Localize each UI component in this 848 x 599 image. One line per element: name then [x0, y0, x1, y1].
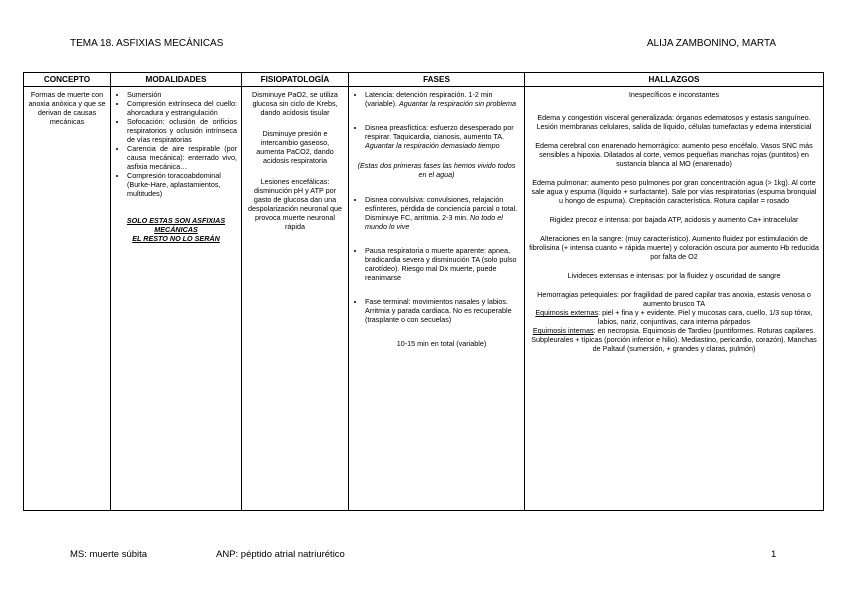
fase-pausa-respiratoria: Pausa respiratoria o muerte aparente: apnea, bradicardia severa y disminución TA (solo pulso carotídeo). Riesgo mal Dx muerte, puede reanimarse	[365, 246, 517, 282]
hallazgos-intro: Inespecíficos e inconstantes	[628, 90, 720, 99]
list-item: • Sofocación: oclusión de orificios respiratorios y oclusión intrínseca de vías respiratorias	[127, 117, 237, 144]
fase-terminal: Fase terminal: movimientos nasales y labios. Arritmia y parada cardiaca. No es recuperable (trasplante o con secuelas)	[365, 297, 512, 324]
author-name: ALIJA ZAMBONINO, MARTA	[646, 38, 776, 49]
modalidades-note	[115, 216, 237, 243]
note-line-2: EL RESTO NO LO SERÁN	[132, 234, 220, 243]
summary-table	[23, 72, 824, 511]
concepto-text: Formas de muerte con anoxia anóxica y que se derivan de causas mecánicas	[28, 90, 106, 126]
column-header-modalidades: MODALIDADES	[111, 73, 242, 87]
footer-ms: MS: muerte súbita	[70, 549, 148, 560]
column-header-fases: FASES	[349, 73, 525, 87]
column-header-concepto: CONCEPTO	[24, 73, 111, 87]
fase-latencia: Latencia: detención respiración. 1-2 min (variable).	[365, 90, 493, 108]
column-header-hallazgos: HALLAZGOS	[525, 73, 824, 87]
hallazgo-rigidez: Rigidez precoz e intensa: por bajada ATP, acidosis y aumento Ca+ intracelular	[549, 215, 799, 224]
list-item	[365, 123, 520, 150]
page-number: 1	[771, 549, 777, 560]
list-item: • Sumersión	[127, 90, 237, 99]
footer-anp: ANP: péptido atrial natriurético	[216, 549, 345, 560]
fase-disnea-preasfictica-note: Aguantar la respiración demasiado tiempo	[365, 141, 500, 150]
equimosis-internas-label: Equimosis internas	[532, 326, 594, 335]
hemorragias-text: Hemorragias petequiales: por fragilidad de pared capilar tras anoxia, estasis venosa o aumento brusco TA	[537, 290, 811, 308]
fisiopatologia-cell	[242, 87, 349, 511]
list-item	[365, 246, 520, 282]
hallazgo-edema-cerebral: Edema cerebral con enarenado hemorrágico: aumento peso encéfalo. Vasos SNC más sensibles a hipoxia. Dilatados al corte, vemos pequeñas manchas rojas (puntitos) en sustancia blanca al MO (enarenado)	[535, 141, 813, 168]
list-item	[365, 90, 520, 108]
fisio-paragraph-2: Disminuye presión e intercambio gaseoso, aumenta PaCO2, dando acidosis respiratoria	[256, 129, 334, 165]
document-title: TEMA 18. ASFIXIAS MECÁNICAS	[70, 38, 224, 49]
hallazgo-livideces: Livideces extensas e intensas: por la fluidez y oscuridad de sangre	[567, 271, 781, 280]
fisio-paragraph-1: Disminuye PaO2, se utiliza glucosa sin ciclo de Krebs, dando acidosis tisular	[252, 90, 338, 117]
fase-disnea-convulsiva: Disnea convulsiva: convulsiones, relajación esfínteres, pérdida de conciencia parcial o total. Disminuye FC, arritmia. 2-3 min.	[365, 195, 518, 222]
fases-cell	[349, 87, 525, 511]
fases-list-b	[353, 195, 520, 324]
fase-latencia-note: Aguantar la respiración sin problema	[398, 99, 517, 108]
list-item: • Compresión toracoabdominal	[127, 171, 237, 180]
column-header-fisiopatologia: FISIOPATOLOGÍA	[242, 73, 349, 87]
modalidades-subnote: (Burke-Hare, aplastamientos, multitudes)	[127, 180, 221, 198]
fases-total: 10-15 min en total (variable)	[396, 339, 487, 348]
hallazgo-hemorragias	[529, 290, 819, 353]
hallazgos-cell	[525, 87, 824, 511]
list-item	[365, 297, 520, 324]
hallazgo-edema-visceral: Edema y congestión visceral generalizada: órganos edematosos y estasis sanguíneo. Lesión membranas celulares, salida de líquido, células tumefactas y edema intersticial	[536, 113, 812, 131]
list-item: • Carencia de aire respirable (por causa mecánica): enterrado vivo, asfixia mecánica…	[127, 144, 237, 171]
hallazgo-edema-pulmonar: Edema pulmonar: aumento peso pulmones por gran concentración agua (> 1kg). Al corte sale agua y espuma (líquido + surfactante). Sale por vías respiratorias (espuma bronquial u hongo de espuma). Crepitación característica. Rotura capilar = rosado	[531, 178, 817, 205]
table-row	[24, 87, 824, 511]
modalidades-list	[115, 90, 237, 180]
equimosis-externas-label: Equimosis externas	[535, 308, 599, 317]
note-line-1: SOLO ESTAS SON ASFIXIAS MECÁNICAS	[126, 216, 226, 234]
concepto-cell	[24, 87, 111, 511]
equimosis-internas-text: : en necropsia. Equimosis de Tardieu (puntiformes. Roturas capilares. Subpleurales + típicas (porción inferior e hilio). Mediastino, pericardio, corazón). Manchas de Paltauf (sumersión, + grandes y claras, pulmón)	[531, 326, 817, 353]
fisio-paragraph-3: Lesiones encefálicas: disminución pH y ATP por gasto de glucosa dan una despolarización neuronal que provoca muerte neuronal rápida	[248, 177, 342, 231]
modalidades-cell	[111, 87, 242, 511]
fase-disnea-preasfictica: Disnea preasfíctica: esfuerzo desesperado por respirar. Taquicardia, cianosis, aumento TA.	[365, 123, 514, 141]
fases-note: (Estas dos primeras fases las hemos vivido todos en el agua)	[357, 161, 516, 179]
hallazgo-sangre: Alteraciones en la sangre: (muy característico). Aumento fluidez por estimulación de fibrolisina (+ intensa cuanto + rápida muerte) y coloración oscura por aumento Hb reducida por falta de O2	[529, 234, 819, 261]
list-item	[365, 195, 520, 231]
table-header-row	[24, 73, 824, 87]
fase-disnea-convulsiva-note: No todo el mundo lo vive	[365, 213, 503, 231]
equimosis-externas-text: : piel + fina y + evidente. Piel y mucosas cara, cuello, 1/3 sup tórax, labios, nariz, conjuntivas, cara interna párpados	[597, 308, 813, 326]
list-item: • Compresión extrínseca del cuello: ahorcadura y estrangulación	[127, 99, 237, 117]
fases-list-a	[353, 90, 520, 150]
